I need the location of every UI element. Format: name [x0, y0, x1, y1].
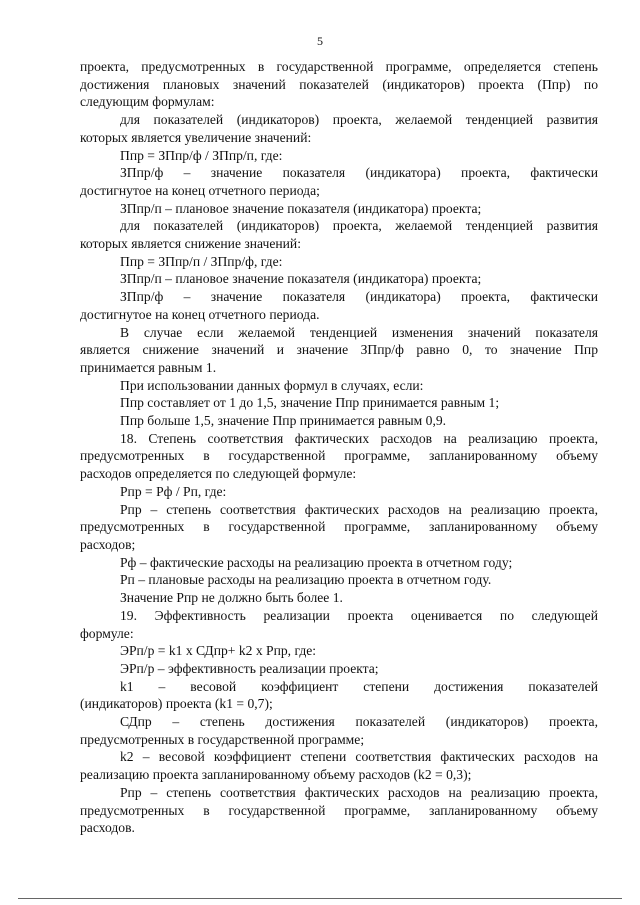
text-line: является снижение значений и значение ЗПпр/ф равно 0, то значение Ппр [80, 342, 598, 358]
text-line: В случае если желаемой тенденцией изменения значений показателя [120, 324, 598, 340]
text-line: Ппр больше 1,5, значение Ппр принимается равным 0,9. [120, 413, 447, 429]
text-line: ЗПпр/п – плановое значение показателя (индикатора) проекта; [120, 200, 482, 216]
formula-line: Рпр = Рф / Рп, где: [120, 483, 227, 499]
text-line: предусмотренных в государственной программе, запланированному объему [80, 448, 598, 464]
text-line: 19. Эффективность реализации проекта оценивается по следующей [120, 607, 598, 623]
formula-line: Ппр = ЗПпр/п / ЗПпр/ф, где: [120, 253, 283, 269]
text-line: Рф – фактические расходы на реализацию проекта в отчетном году; [120, 554, 513, 570]
text-line: ЭРп/р – эффективность реализации проекта; [120, 660, 379, 676]
page-number: 5 [317, 34, 323, 48]
text-line: расходов определяется по следующей формуле: [80, 466, 357, 482]
text-line: расходов; [80, 536, 136, 552]
text-line: Рпр – степень соответствия фактических расходов на реализацию проекта, [120, 501, 598, 517]
text-line: проекта, предусмотренных в государственной программе, определяется степень [80, 59, 598, 74]
text-line: достигнутое на конец отчетного периода. [80, 306, 320, 322]
text-line: Рп – плановые расходы на реализацию проекта в отчетном году. [120, 572, 492, 588]
bottom-divider [18, 898, 622, 899]
formula-line: ЭРп/р = k1 х СДпр+ k2 х Рпр, где: [120, 643, 317, 659]
text-line: для показателей (индикаторов) проекта, желаемой тенденцией развития [120, 218, 598, 234]
text-line: которых является увеличение значений: [80, 129, 312, 145]
text-line: ЗПпр/ф – значение показателя (индикатора) проекта, фактически [120, 165, 598, 181]
text-line: для показателей (индикаторов) проекта, желаемой тенденцией развития [120, 112, 598, 128]
text-line: достигнутое на конец отчетного периода; [80, 182, 320, 198]
text-line: Рпр – степень соответствия фактических расходов на реализацию проекта, [120, 784, 598, 800]
text-line: ЗПпр/ф – значение показателя (индикатора) проекта, фактически [120, 289, 598, 305]
text-line: расходов. [80, 820, 135, 836]
text-line: формуле: [80, 625, 134, 641]
text-line: предусмотренных в государственной программе; [80, 731, 365, 747]
text-line: (индикаторов) проекта (k1 = 0,7); [80, 696, 273, 712]
text-line: предусмотренных в государственной программе, запланированному объему [80, 802, 598, 818]
document-body [80, 58, 598, 837]
text-line: Ппр составляет от 1 до 1,5, значение Ппр принимается равным 1; [120, 395, 500, 411]
text-line: достижения плановых значений показателей (индикаторов) проекта (Ппр) по [80, 76, 598, 92]
formula-line: Ппр = ЗПпр/ф / ЗПпр/п, где: [120, 147, 283, 163]
text-line: реализацию проекта запланированному объему расходов (k2 = 0,3); [80, 767, 472, 783]
text-line: k2 – весовой коэффициент степени соответствия фактических расходов на [120, 749, 598, 765]
text-line: следующим формулам: [80, 94, 215, 110]
text-line: k1 – весовой коэффициент степени достижения показателей [120, 678, 598, 694]
text-line: При использовании данных формул в случаях, если: [120, 377, 424, 393]
text-line: 18. Степень соответствия фактических расходов на реализацию проекта, [120, 430, 598, 446]
text-line: СДпр – степень достижения показателей (индикаторов) проекта, [120, 714, 598, 730]
text-line: которых является снижение значений: [80, 236, 301, 252]
text-line: Значение Рпр не должно быть более 1. [120, 590, 343, 606]
text-line: предусмотренных в государственной программе, запланированному объему [80, 519, 598, 535]
text-line: ЗПпр/п – плановое значение показателя (индикатора) проекта; [120, 271, 482, 287]
text-line: принимается равным 1. [80, 359, 217, 375]
